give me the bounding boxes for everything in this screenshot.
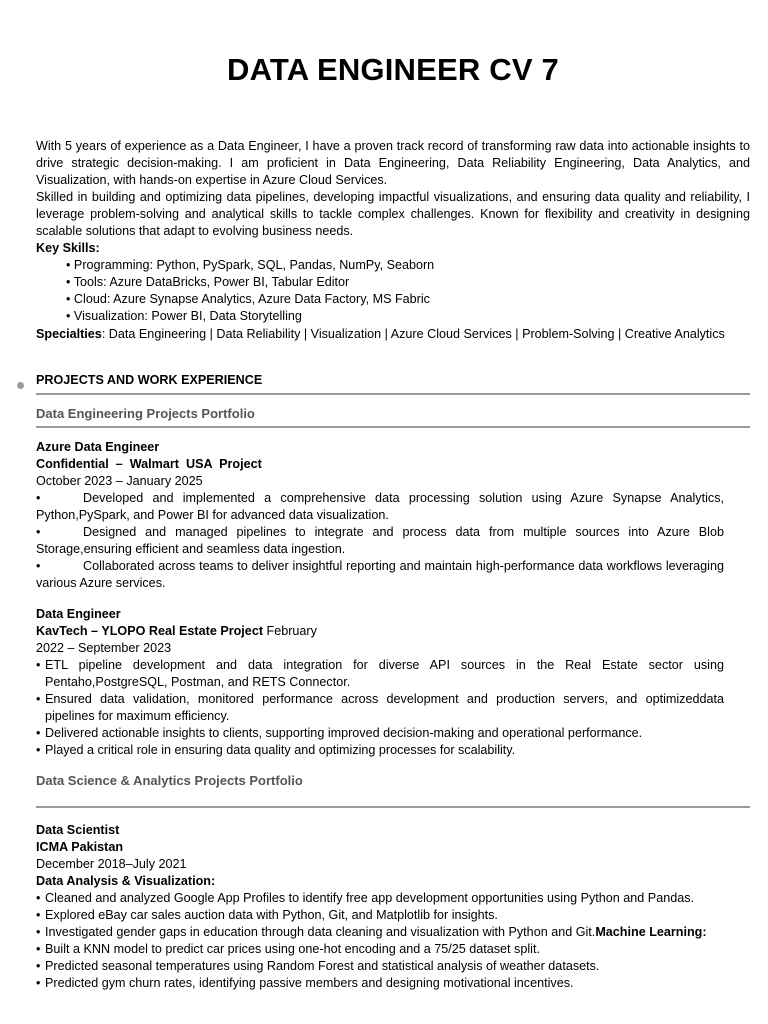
portfolio-divider	[36, 426, 750, 428]
bullet-icon: •	[36, 976, 41, 990]
job-bullet: • Explored eBay car sales auction data with Python, Git, and Matplotlib for insights.	[36, 908, 498, 922]
bullet-icon: •	[36, 692, 41, 706]
summary-paragraph-1: With 5 years of experience as a Data Engineer, I have a proven track record of transforming raw data into actionable insights to drive strategic decision-making. I am proficient in Data Engineering, Data Reliability Engineering, Data Analytics, and Visualization, with hands-on expertise in Azure Cloud Services.	[36, 139, 750, 187]
job-role: Data Engineer	[36, 607, 121, 621]
section-heading: PROJECTS AND WORK EXPERIENCE	[36, 373, 263, 387]
job-role: Azure Data Engineer	[36, 440, 160, 454]
bullet-icon: •	[36, 908, 41, 922]
job-role: Data Scientist	[36, 823, 120, 837]
skill-item: • Cloud: Azure Synapse Analytics, Azure Data Factory, MS Fabric	[66, 292, 430, 306]
specialties-text: : Data Engineering | Data Reliability | Visualization | Azure Cloud Services | Problem-Solving | Creative Analytics	[101, 327, 725, 341]
job-bullet: • ETL pipeline development and data integration for diverse API sources in the Real Estate sector using Pentaho,PostgreSQL, Postman, and RETS Connector.	[36, 658, 724, 689]
ml-subheading: Machine Learning:	[595, 925, 707, 939]
job-dates: December 2018–July 2021	[36, 857, 187, 871]
bullet-icon: •	[36, 491, 41, 505]
bullet-icon: •	[36, 743, 41, 757]
section-divider	[36, 393, 750, 395]
bullet-icon: •	[66, 275, 71, 289]
bullet-icon: •	[66, 309, 71, 323]
skill-item: • Visualization: Power BI, Data Storytelling	[66, 309, 302, 323]
job-bullet: • Played a critical role in ensuring data quality and optimizing processes for scalability.	[36, 743, 516, 757]
bullet-icon: •	[36, 942, 41, 956]
job-dates: October 2023 – January 2025	[36, 474, 203, 488]
portfolio-divider	[36, 806, 750, 808]
job-bullet: • Designed and managed pipelines to integrate and process data from multiple sources into Azure Blob Storage,ensuring efficient and seamless data ingestion.	[36, 525, 724, 556]
bullet-icon: •	[36, 891, 41, 905]
bullet-icon: •	[36, 559, 41, 573]
page-title: DATA ENGINEER CV 7	[226, 52, 559, 87]
bullet-icon: •	[36, 525, 41, 539]
job-bullet: • Ensured data validation, monitored performance across development and production servers, and optimizeddata pipelines for maximum efficiency.	[36, 692, 724, 723]
skill-item: • Tools: Azure DataBricks, Power BI, Tabular Editor	[66, 275, 350, 289]
job-company: KavTech – YLOPO Real Estate Project February	[36, 624, 317, 638]
margin-dot-icon	[17, 382, 24, 389]
skill-item: • Programming: Python, PySpark, SQL, Pandas, NumPy, Seaborn	[66, 258, 435, 272]
bullet-icon: •	[36, 959, 41, 973]
job-bullet: • Collaborated across teams to deliver insightful reporting and maintain high-performance data workflows leveraging various Azure services.	[36, 559, 724, 590]
job-subheading: Data Analysis & Visualization:	[36, 874, 216, 888]
job-bullet: • Investigated gender gaps in education through data cleaning and visualization with Python and Git.Machine Learning:	[36, 925, 707, 939]
job-bullet: • Predicted gym churn rates, identifying passive members and designing motivational incentives.	[36, 976, 574, 990]
job-bullet: • Predicted seasonal temperatures using Random Forest and statistical analysis of weather datasets.	[36, 959, 600, 973]
job-bullet: • Delivered actionable insights to clients, supporting improved decision-making and operational performance.	[36, 726, 643, 740]
bullet-icon: •	[36, 658, 41, 672]
job-bullet: • Developed and implemented a comprehensive data processing solution using Azure Synapse Analytics, Python,PySpark, and Power BI for advanced data visualization.	[36, 491, 724, 522]
job-bullet: • Built a KNN model to predict car prices using one-hot encoding and a 75/25 dataset split.	[36, 942, 540, 956]
job-company: ICMA Pakistan	[36, 840, 124, 854]
bullet-icon: •	[36, 925, 41, 939]
job-bullet: • Cleaned and analyzed Google App Profiles to identify free app development opportunities using Python and Pandas.	[36, 891, 695, 905]
specialties-label: Specialties	[36, 327, 102, 341]
specialties	[36, 326, 750, 343]
bullet-icon: •	[66, 258, 71, 272]
key-skills-label: Key Skills:	[36, 241, 100, 255]
bullet-icon: •	[66, 292, 71, 306]
portfolio-heading: Data Science & Analytics Projects Portfolio	[36, 773, 303, 788]
summary-paragraph-2: Skilled in building and optimizing data pipelines, developing impactful visualizations, and ensuring data quality and reliability, I leverage problem-solving and analytical skills to tackle complex challenges. Known for flexibility and creativity in designing scalable solutions that adapt to evolving business needs.	[36, 190, 750, 238]
job-dates: 2022 – September 2023	[36, 641, 172, 655]
bullet-icon: •	[36, 726, 41, 740]
portfolio-heading: Data Engineering Projects Portfolio	[36, 406, 255, 421]
job-company: Confidential – Walmart USA Project	[36, 457, 262, 471]
